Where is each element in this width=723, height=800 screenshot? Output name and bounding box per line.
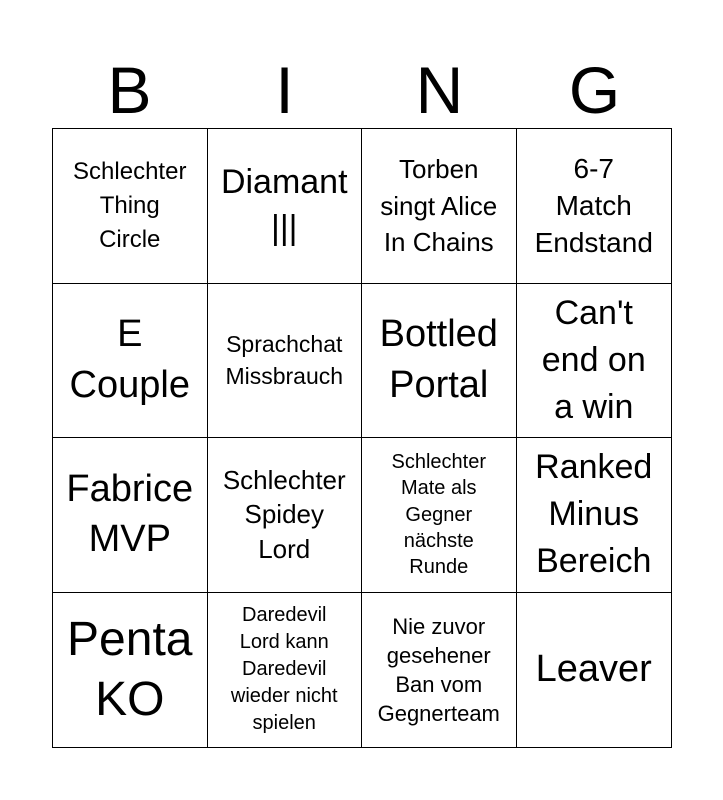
- bingo-cell-text: Torben singt Alice In Chains: [380, 154, 498, 257]
- bingo-cell[interactable]: [362, 438, 517, 593]
- bingo-cell-text: 6-7 Match Endstand: [534, 152, 653, 259]
- header-letter-i: I: [275, 53, 294, 127]
- bingo-cell[interactable]: [53, 129, 208, 284]
- bingo-cell-text: Penta KO: [67, 612, 193, 726]
- bingo-cell[interactable]: [53, 593, 208, 748]
- bingo-cell-text: Nie zuvor gesehener Ban vom Gegnerteam: [377, 613, 500, 726]
- header-letter-g: G: [568, 53, 621, 127]
- bingo-cell[interactable]: [517, 438, 672, 593]
- bingo-cell[interactable]: [362, 284, 517, 439]
- bingo-cell-text: Schlechter Thing Circle: [73, 158, 187, 253]
- header-letter-n: N: [415, 53, 464, 127]
- bingo-cell-text: Ranked Minus Bereich: [535, 448, 653, 581]
- bingo-cell[interactable]: [362, 593, 517, 748]
- bingo-cell-text: Daredevil Lord kann Daredevil wieder nicht spielen: [230, 604, 338, 735]
- bingo-header: [52, 52, 672, 128]
- bingo-cell[interactable]: [208, 438, 363, 593]
- bingo-cell[interactable]: [517, 284, 672, 439]
- bingo-cell[interactable]: [208, 284, 363, 439]
- bingo-cell-text: Schlechter Mate als Gegner nächste Runde: [391, 450, 486, 579]
- bingo-cell[interactable]: [53, 284, 208, 439]
- bingo-cell-text: Bottled Portal: [379, 312, 498, 407]
- bingo-cell-text: Can't end on a win: [541, 293, 646, 426]
- bingo-cell[interactable]: [208, 593, 363, 748]
- bingo-cell[interactable]: [517, 129, 672, 284]
- bingo-cell-text: Leaver: [535, 647, 652, 690]
- header-letter-b: B: [107, 53, 152, 127]
- bingo-cell[interactable]: [517, 593, 672, 748]
- bingo-cell-text: E Couple: [69, 312, 190, 407]
- bingo-cell-text: Schlechter Spidey Lord: [222, 464, 346, 565]
- bingo-cell[interactable]: [53, 438, 208, 593]
- bingo-cell-text: Diamant |||: [220, 162, 348, 247]
- bingo-board: [52, 128, 672, 748]
- bingo-cell[interactable]: [208, 129, 363, 284]
- bingo-cell-text: Fabrice MVP: [66, 468, 194, 560]
- bingo-cell[interactable]: [362, 129, 517, 284]
- bingo-cell-text: Sprachchat Missbrauch: [225, 331, 344, 390]
